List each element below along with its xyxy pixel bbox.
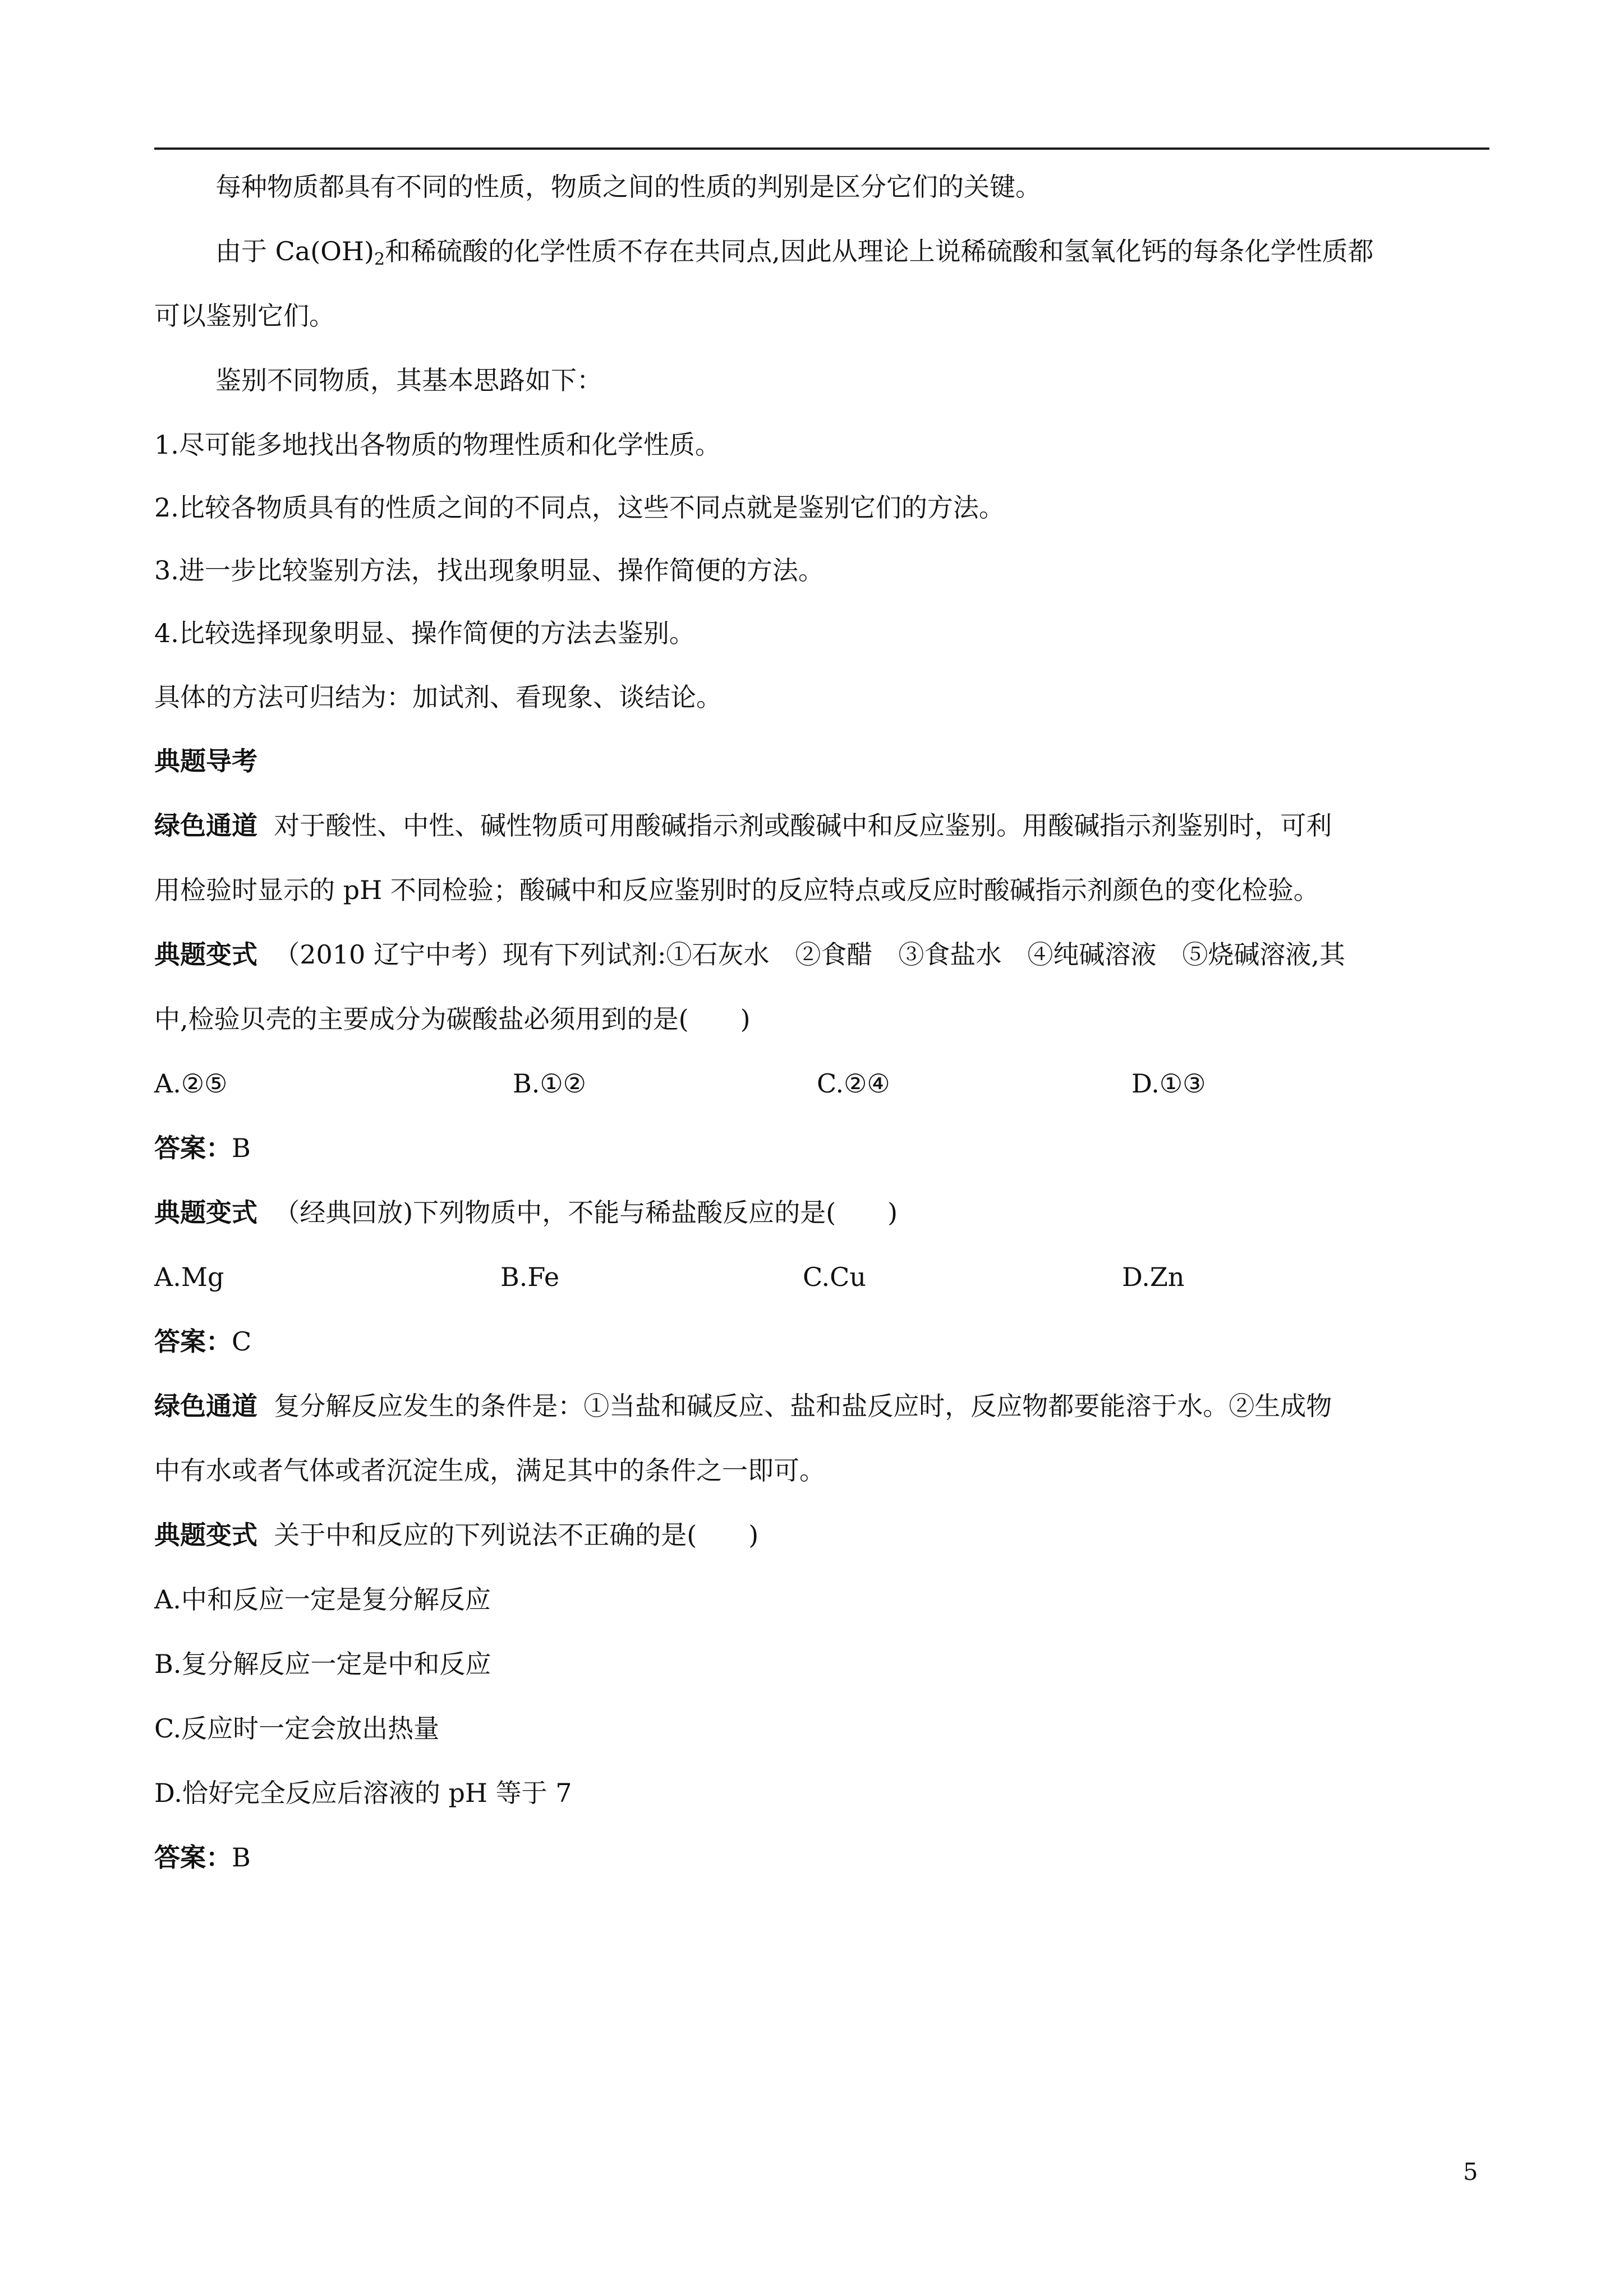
q2-answer bbox=[154, 1325, 251, 1358]
q1-answer bbox=[154, 1131, 251, 1165]
answer-value: B bbox=[232, 1842, 251, 1873]
question-label: 典题变式 bbox=[154, 1197, 257, 1228]
answer-value: B bbox=[232, 1133, 251, 1163]
step-2: 2.比较各物质具有的性质之间的不同点，这些不同点就是鉴别它们的方法。 bbox=[154, 492, 1005, 523]
intro-paragraph-2 bbox=[215, 234, 1374, 268]
intro-paragraph-1: 每种物质都具有不同的性质，物质之间的性质的判别是区分它们的关键。 bbox=[215, 172, 1041, 202]
question-text: 关于中和反应的下列说法不正确的是( ) bbox=[274, 1520, 759, 1550]
q3-answer bbox=[154, 1841, 251, 1874]
question-1 bbox=[154, 938, 1345, 971]
formula-subscript: 2 bbox=[374, 250, 385, 269]
question-2 bbox=[154, 1196, 898, 1229]
green-channel-2 bbox=[154, 1389, 1332, 1423]
question-text: （2010 辽宁中考）现有下列试剂:①石灰水 ②食醋 ③食盐水 ④纯碱溶液 ⑤烧碱溶液,其 bbox=[274, 939, 1346, 970]
green-channel-label: 绿色通道 bbox=[154, 1391, 257, 1421]
answer-value: C bbox=[232, 1326, 252, 1357]
q3-option-c: C.反应时一定会放出热量 bbox=[154, 1713, 440, 1744]
intro-paragraph-3: 鉴别不同物质，其基本思路如下： bbox=[215, 365, 602, 395]
formula-prefix: 由于 Ca(OH) bbox=[215, 236, 374, 266]
green-channel-label: 绿色通道 bbox=[154, 810, 257, 841]
page-number: 5 bbox=[1463, 2158, 1478, 2186]
step-4: 4.比较选择现象明显、操作简便的方法去鉴别。 bbox=[154, 618, 695, 648]
section-title: 典题导考 bbox=[154, 746, 257, 776]
q3-option-b: B.复分解反应一定是中和反应 bbox=[154, 1649, 491, 1679]
answer-label: 答案： bbox=[154, 1133, 232, 1163]
method-summary: 具体的方法可归结为：加试剂、看现象、谈结论。 bbox=[154, 682, 722, 712]
answer-label: 答案： bbox=[154, 1326, 232, 1357]
q2-option-c: C.Cu bbox=[803, 1262, 867, 1292]
green-channel-2-cont: 中有水或者气体或者沉淀生成，满足其中的条件之一即可。 bbox=[154, 1455, 825, 1486]
q1-option-b: B.①② bbox=[513, 1068, 586, 1099]
green-channel-text: 对于酸性、中性、碱性物质可用酸碱指示剂或酸碱中和反应鉴别。用酸碱指示剂鉴别时，可利 bbox=[274, 810, 1332, 841]
intro-paragraph-2-text: 和稀硫酸的化学性质不存在共同点,因此从理论上说稀硫酸和氢氧化钙的每条化学性质都 bbox=[385, 236, 1374, 266]
question-label: 典题变式 bbox=[154, 939, 257, 970]
q3-option-d: D.恰好完全反应后溶液的 pH 等于 7 bbox=[154, 1778, 572, 1808]
q1-option-d: D.①③ bbox=[1131, 1068, 1206, 1099]
q1-option-c: C.②④ bbox=[817, 1068, 890, 1099]
green-channel-1-cont: 用检验时显示的 pH 不同检验；酸碱中和反应鉴别时的反应特点或反应时酸碱指示剂颜色的变化检验。 bbox=[154, 875, 1319, 905]
answer-label: 答案： bbox=[154, 1842, 232, 1873]
q1-option-a: A.②⑤ bbox=[154, 1068, 228, 1099]
question-text: （经典回放)下列物质中，不能与稀盐酸反应的是( ) bbox=[274, 1197, 898, 1228]
q2-option-a: A.Mg bbox=[154, 1262, 224, 1292]
green-channel-text: 复分解反应发生的条件是：①当盐和碱反应、盐和盐反应时，反应物都要能溶于水。②生成物 bbox=[274, 1391, 1332, 1421]
q2-option-d: D.Zn bbox=[1122, 1262, 1185, 1292]
green-channel-1 bbox=[154, 809, 1332, 842]
step-1: 1.尽可能多地找出各物质的物理性质和化学性质。 bbox=[154, 430, 721, 460]
question-label: 典题变式 bbox=[154, 1520, 257, 1550]
q2-option-b: B.Fe bbox=[500, 1262, 560, 1292]
question-1-cont: 中,检验贝壳的主要成分为碳酸盐必须用到的是( ) bbox=[154, 1004, 751, 1034]
intro-paragraph-2-cont: 可以鉴别它们。 bbox=[154, 301, 335, 331]
step-3: 3.进一步比较鉴别方法，找出现象明显、操作简便的方法。 bbox=[154, 555, 824, 585]
header-rule bbox=[154, 147, 1489, 150]
question-3 bbox=[154, 1518, 758, 1552]
q3-option-a: A.中和反应一定是复分解反应 bbox=[154, 1584, 491, 1615]
